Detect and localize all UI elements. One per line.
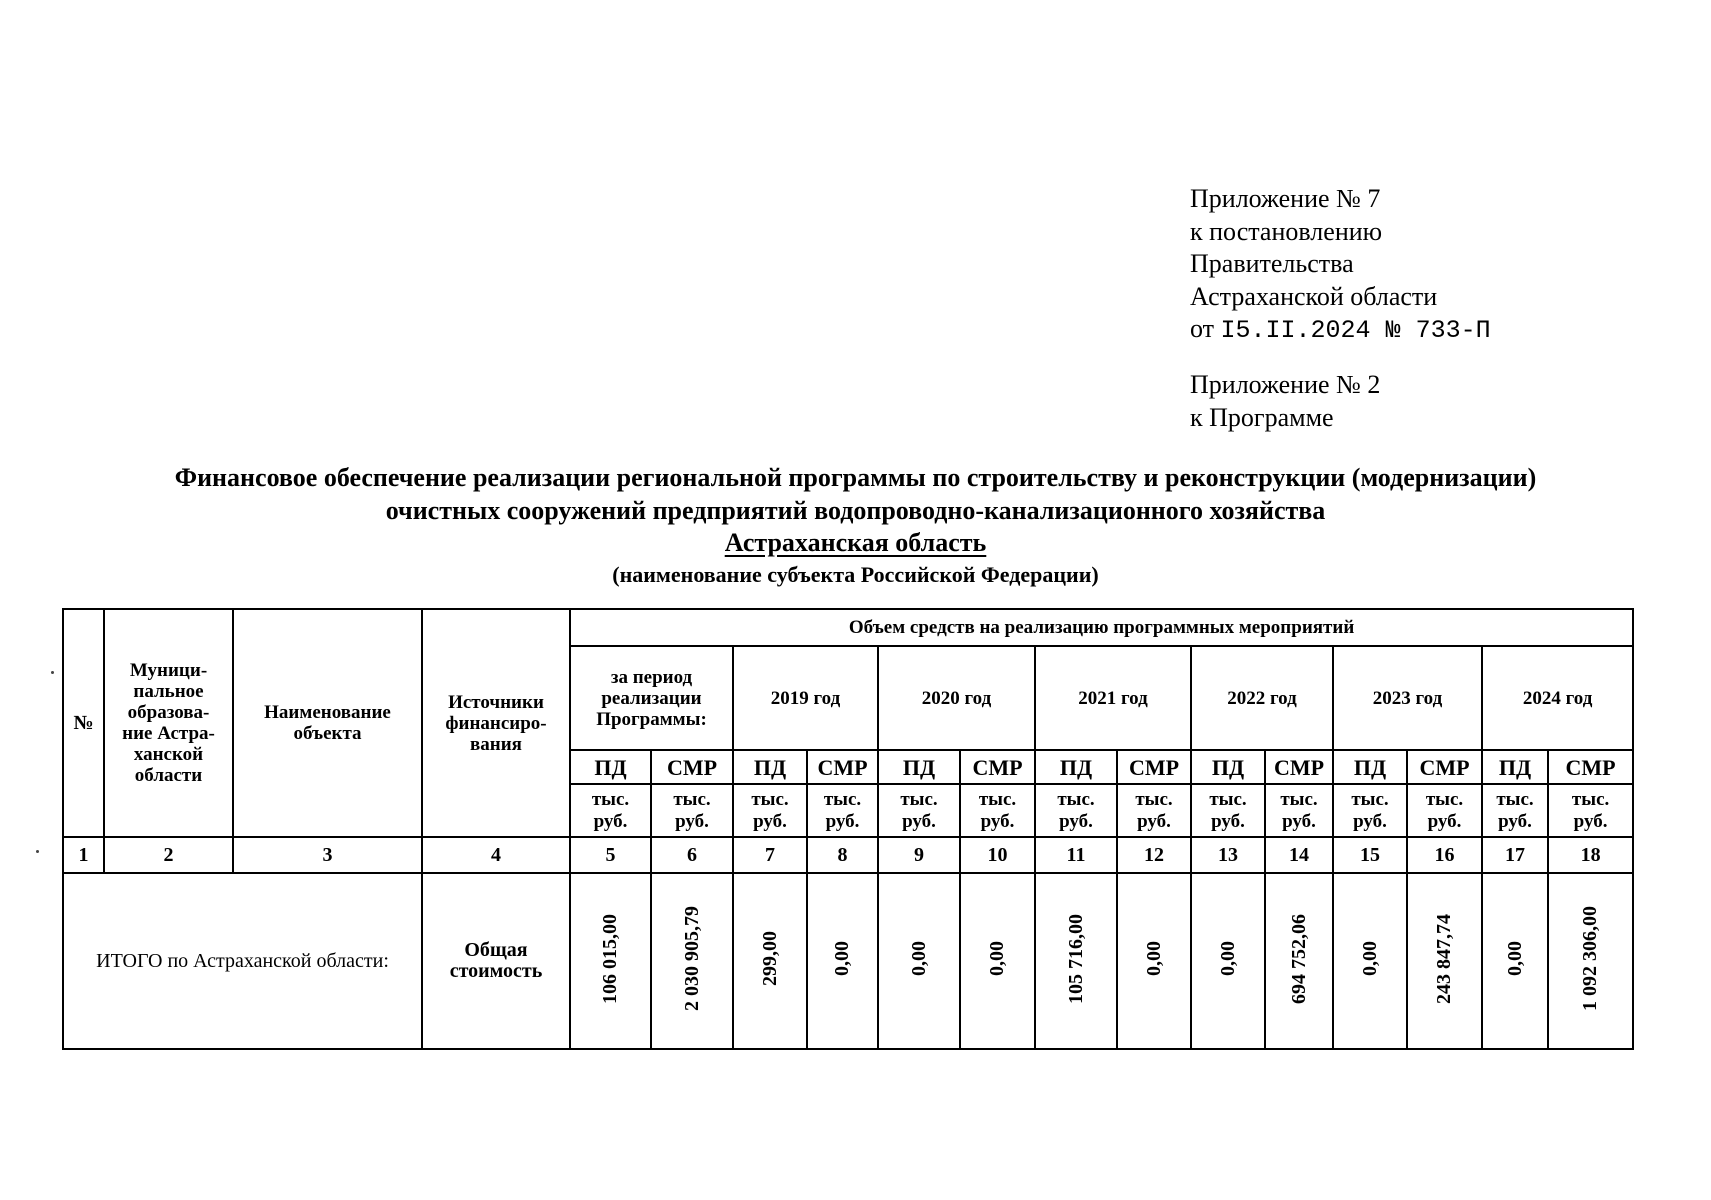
header-unit: тыс. руб. — [733, 784, 807, 837]
total-value-cell — [1117, 873, 1191, 1049]
header-smr: СМР — [1407, 750, 1482, 784]
total-value: 0,00 — [907, 941, 930, 976]
column-number: 8 — [807, 837, 878, 873]
total-value-cell — [570, 873, 651, 1049]
header-sources: Источники финансиро- вания — [422, 609, 570, 837]
header-pd: ПД — [1333, 750, 1407, 784]
total-value: 694 752,06 — [1287, 913, 1310, 1004]
annex-line: к постановлению — [1190, 216, 1383, 246]
header-unit: тыс. руб. — [1333, 784, 1407, 837]
header-smr: СМР — [960, 750, 1035, 784]
total-value-cell — [1035, 873, 1117, 1049]
header-smr: СМР — [651, 750, 733, 784]
column-number: 7 — [733, 837, 807, 873]
column-numbers-row — [63, 837, 1633, 873]
region-name: Астраханская область — [724, 528, 987, 557]
annex2-block — [1190, 369, 1380, 434]
header-pd: ПД — [570, 750, 651, 784]
column-number: 14 — [1265, 837, 1333, 873]
annex-line: Правительства — [1190, 249, 1354, 278]
header-volume: Объем средств на реализацию программных мероприятий — [570, 609, 1633, 646]
total-value: 1 092 306,00 — [1579, 906, 1602, 1011]
column-number: 16 — [1407, 837, 1482, 873]
total-value-cell — [1191, 873, 1265, 1049]
header-year-2020: 2020 год — [878, 646, 1035, 750]
total-value: 0,00 — [1503, 941, 1526, 976]
header-unit: тыс. руб. — [570, 784, 651, 837]
header-unit: тыс. руб. — [1117, 784, 1191, 837]
total-value: 105 716,00 — [1064, 913, 1087, 1004]
header-smr: СМР — [1265, 750, 1333, 784]
total-value: 0,00 — [1358, 941, 1381, 976]
column-number: 18 — [1548, 837, 1633, 873]
total-value-cell — [878, 873, 960, 1049]
column-number: 9 — [878, 837, 960, 873]
total-value: 243 847,74 — [1433, 913, 1455, 1004]
annex2-line: Приложение № 2 — [1190, 370, 1381, 399]
column-number: 2 — [104, 837, 233, 873]
scan-speck — [51, 671, 54, 674]
annex-date-line — [1190, 313, 1491, 348]
header-smr: СМР — [1117, 750, 1191, 784]
header-year-2019: 2019 год — [733, 646, 878, 750]
header-pd: ПД — [733, 750, 807, 784]
column-number: 5 — [570, 837, 651, 873]
total-value-cell — [1265, 873, 1333, 1049]
total-value-cell — [1407, 873, 1482, 1049]
header-unit: тыс. руб. — [807, 784, 878, 837]
column-number: 4 — [422, 837, 570, 873]
header-pd: ПД — [1191, 750, 1265, 784]
total-value: 0,00 — [986, 941, 1008, 976]
header-municipality: Муници- пальное образова- ние Астра- ханской области — [104, 609, 233, 837]
header-unit: тыс. руб. — [960, 784, 1035, 837]
column-number: 3 — [233, 837, 422, 873]
total-source: Общая стоимость — [422, 873, 570, 1049]
annex-date-number: I5.II.2024 № 733-П — [1220, 316, 1491, 345]
total-label: ИТОГО по Астраханской области: — [63, 873, 422, 1049]
scan-speck — [36, 850, 39, 853]
column-number: 13 — [1191, 837, 1265, 873]
total-value: 0,00 — [831, 941, 853, 976]
document-title — [0, 462, 1711, 590]
total-value: 0,00 — [1142, 941, 1165, 976]
header-unit: тыс. руб. — [1482, 784, 1548, 837]
header-year-2024: 2024 год — [1482, 646, 1633, 750]
header-no: № — [63, 609, 104, 837]
header-object-name: Наименование объекта — [233, 609, 422, 837]
total-value-cell — [651, 873, 733, 1049]
total-value: 2 030 905,79 — [680, 906, 703, 1011]
column-number: 12 — [1117, 837, 1191, 873]
total-value: 0,00 — [1216, 941, 1239, 976]
total-value-cell — [733, 873, 807, 1049]
header-unit: тыс. руб. — [1191, 784, 1265, 837]
title-line-1: Финансовое обеспечение реализации региональной программы по строительству и реконструкции (модернизации) — [174, 463, 1537, 492]
header-year-2021: 2021 год — [1035, 646, 1191, 750]
header-unit: тыс. руб. — [1407, 784, 1482, 837]
header-smr: СМР — [1548, 750, 1633, 784]
column-number: 15 — [1333, 837, 1407, 873]
total-value: 299,00 — [758, 931, 781, 986]
column-number: 17 — [1482, 837, 1548, 873]
column-number: 6 — [651, 837, 733, 873]
header-unit: тыс. руб. — [1548, 784, 1633, 837]
header-pd: ПД — [1035, 750, 1117, 784]
header-period-total: за период реализации Программы: — [570, 646, 733, 750]
annex-line: Приложение № 7 — [1190, 184, 1381, 213]
header-unit: тыс. руб. — [878, 784, 960, 837]
header-pd: ПД — [878, 750, 960, 784]
annex-date-prefix: от — [1190, 314, 1215, 343]
total-value-cell — [1482, 873, 1548, 1049]
header-unit: тыс. руб. — [651, 784, 733, 837]
region-note: (наименование субъекта Российской Федерации) — [612, 561, 1099, 587]
total-value-cell — [1333, 873, 1407, 1049]
annex-line: Астраханской области — [1190, 281, 1438, 311]
header-year-2023: 2023 год — [1333, 646, 1482, 750]
financing-table — [62, 608, 1634, 1050]
total-value: 106 015,00 — [599, 913, 621, 1004]
title-line-2: очистных сооружений предприятий водопроводно-канализационного хозяйства — [385, 495, 1326, 525]
header-unit: тыс. руб. — [1265, 784, 1333, 837]
header-pd: ПД — [1482, 750, 1548, 784]
total-row — [63, 873, 1633, 1049]
annex-block — [1190, 183, 1491, 348]
header-smr: СМР — [807, 750, 878, 784]
column-number: 10 — [960, 837, 1035, 873]
annex2-line: к Программе — [1190, 402, 1334, 432]
header-row-1 — [63, 609, 1633, 646]
header-unit: тыс. руб. — [1035, 784, 1117, 837]
column-number: 1 — [63, 837, 104, 873]
header-year-2022: 2022 год — [1191, 646, 1333, 750]
total-value-cell — [1548, 873, 1633, 1049]
column-number: 11 — [1035, 837, 1117, 873]
total-value-cell — [807, 873, 878, 1049]
total-value-cell — [960, 873, 1035, 1049]
